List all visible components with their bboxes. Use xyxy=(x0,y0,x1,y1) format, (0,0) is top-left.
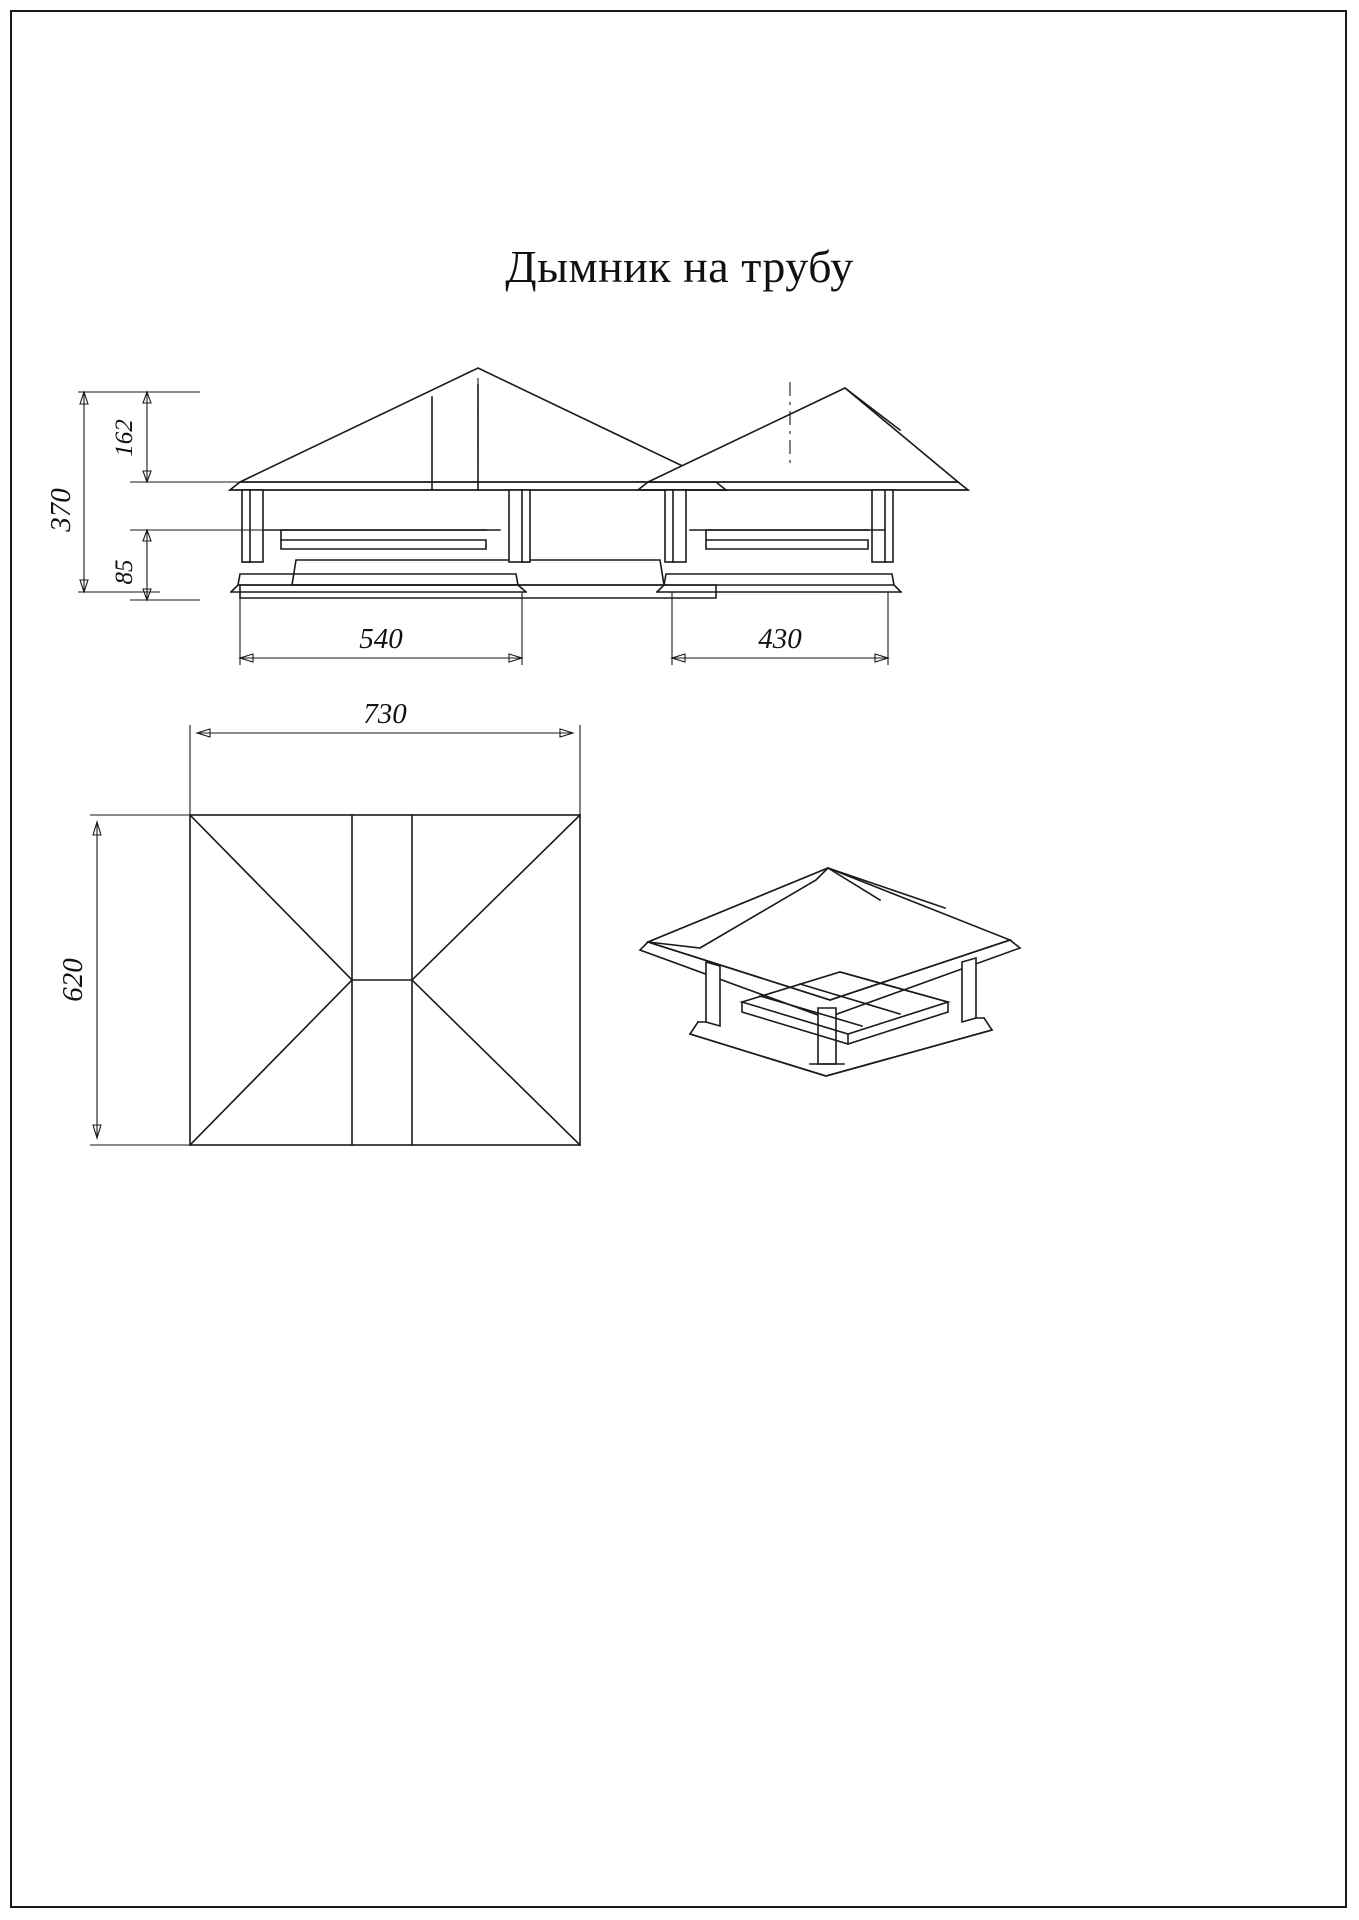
dim-front-roof-height: 162 xyxy=(111,419,138,457)
page-title: Дымник на трубу xyxy=(505,241,854,292)
dim-front-width: 540 xyxy=(359,623,403,655)
dim-front-total-height: 370 xyxy=(45,488,77,532)
dim-side-width: 430 xyxy=(758,623,802,655)
dim-top-depth: 620 xyxy=(57,958,89,1002)
front-view xyxy=(45,368,726,665)
dim-front-lower-height: 85 xyxy=(111,559,138,585)
isometric-view xyxy=(640,868,1020,1076)
top-view xyxy=(57,698,580,1145)
side-view xyxy=(638,382,968,665)
dim-top-width: 730 xyxy=(363,698,407,730)
